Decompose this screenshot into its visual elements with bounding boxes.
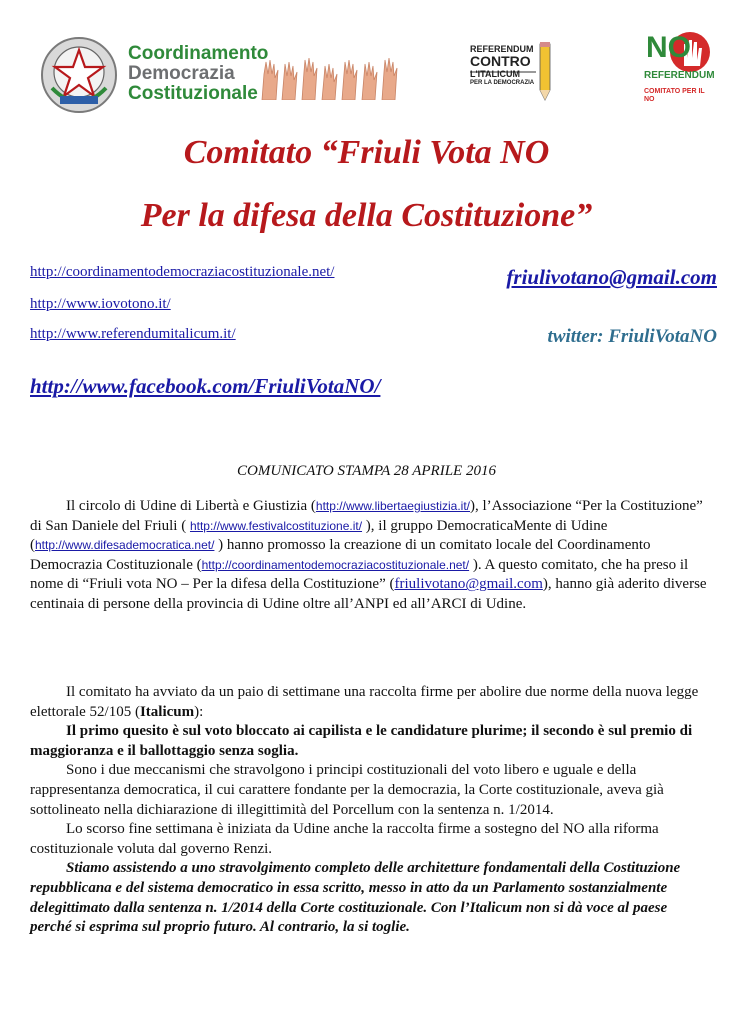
repubblica-italiana-seal-icon (40, 36, 118, 114)
link-coordinamento-inline[interactable]: http://coordinamentodemocraziacostituzionale.net/ (201, 557, 470, 572)
twitter-handle: twitter: FriuliVotaNO (547, 326, 717, 347)
link-difesademocratica[interactable]: http://www.difesademocratica.net/ (35, 538, 215, 553)
comunicato-heading: COMUNICATO STAMPA 28 APRILE 2016 (237, 463, 496, 479)
cdc-line3: Costituzionale (128, 83, 258, 104)
link-facebook[interactable]: http://www.facebook.com/FriuliVotaNO/ (30, 374, 381, 398)
no-logo-line1: REFERENDUM (644, 70, 715, 81)
link-email[interactable]: friulivotano@gmail.com (506, 265, 717, 289)
paragraph-2d: Lo scorso fine settimana è iniziata da Udine anche la raccolta firme a sostegno del NO alla riforma costituzionale voluta dal governo Renzi. (30, 821, 659, 857)
link-libertaegiustizia[interactable]: http://www.libertaegiustizia.it/ (315, 499, 470, 513)
link-coordinamento[interactable]: http://coordinamentodemocraziacostituzionale.net/ (30, 264, 335, 280)
paragraph-1-text: Il circolo di Udine di Libertà e Giustizia (http://www.libertaegiustizia.it/), l’Associazione “Per la Costituzione” di San Daniele del Friuli ( http://www.festivalcostituzione.it/ ), il gruppo DemocraticaMente di Udine (http://www.difesademocratica.net/ ) hanno promosso la creazione di un comitato locale del Coordinamento Democrazia Costituzionale (http://coordinamentodemocraziacostituzionale.net/ ). A questo comitato, che ha preso il nome di “Friuli vota NO – Per la difesa della Costituzione” (friulivotano@gmail.com), hanno già aderito diverse centinaia di persone della provincia di Udine oltre all’ANPI ed all’ARCI di Udine. (30, 498, 707, 612)
paragraph-2b: Il primo quesito è sul voto bloccato ai capilista e le candidature plurime; il secondo è sul premio di maggioranza e il ballottaggio senza soglia. (30, 723, 693, 759)
cdc-logo-text (128, 44, 268, 104)
no-logo-line2: COMITATO PER IL NO (644, 88, 705, 103)
no-logo-big: NO (646, 31, 691, 64)
link-iovotono[interactable]: http://www.iovotono.it/ (30, 296, 171, 312)
comitato-no-logo (640, 30, 716, 102)
title-line1: Comitato “Friuli Vota NO (183, 134, 550, 171)
paragraph-2a: Il comitato ha avviato da un paio di settimane una raccolta firme per abolire due norme della nuova legge elettorale 52/105 (Italicum): (30, 684, 699, 720)
paragraph-1 (30, 497, 710, 615)
link-email-inline[interactable]: friulivotano@gmail.com (394, 576, 543, 593)
link-festivalcostituzione[interactable]: http://www.festivalcostituzione.it/ (189, 518, 363, 533)
referendum-contro-italicum-logo (466, 40, 562, 106)
title-line2: Per la difesa della Costituzione” (140, 197, 593, 234)
paragraph-2 (30, 683, 710, 938)
paragraph-2e: Stiamo assistendo a uno stravolgimento completo delle architetture fondamentali della Costituzione repubblicana e del sistema democratico in essa scritto, messo in atto da un Parlamento sostanzialmente delegittimato dalla sentenza n. 1/2014 della Corte costituzionale. Con l’Italicum non si dà voce al paese perché si esprima sul proprio futuro. Al contrario, la si toglie. (30, 860, 681, 936)
raised-hands-icon (258, 56, 400, 100)
cdc-line2: Democrazia (128, 63, 235, 84)
paragraph-2c: Sono i due meccanismi che stravolgono i principi costituzionali del voto libero e uguale e della rappresentanza democratica, il cui carattere fondante per la democrazia, la Corte costituzionale, aveva già sottolineato nella dichiarazione di illegittimità del Porcellum con la sentenza n. 1/2014. (30, 762, 664, 818)
referendum-logo-text: REFERENDUM CONTRO L'ITALICUM PER LA DEMOCRAZIA (470, 44, 535, 86)
cdc-line1: Coordinamento (128, 43, 269, 64)
link-referendumitalicum[interactable]: http://www.referendumitalicum.it/ (30, 326, 236, 342)
